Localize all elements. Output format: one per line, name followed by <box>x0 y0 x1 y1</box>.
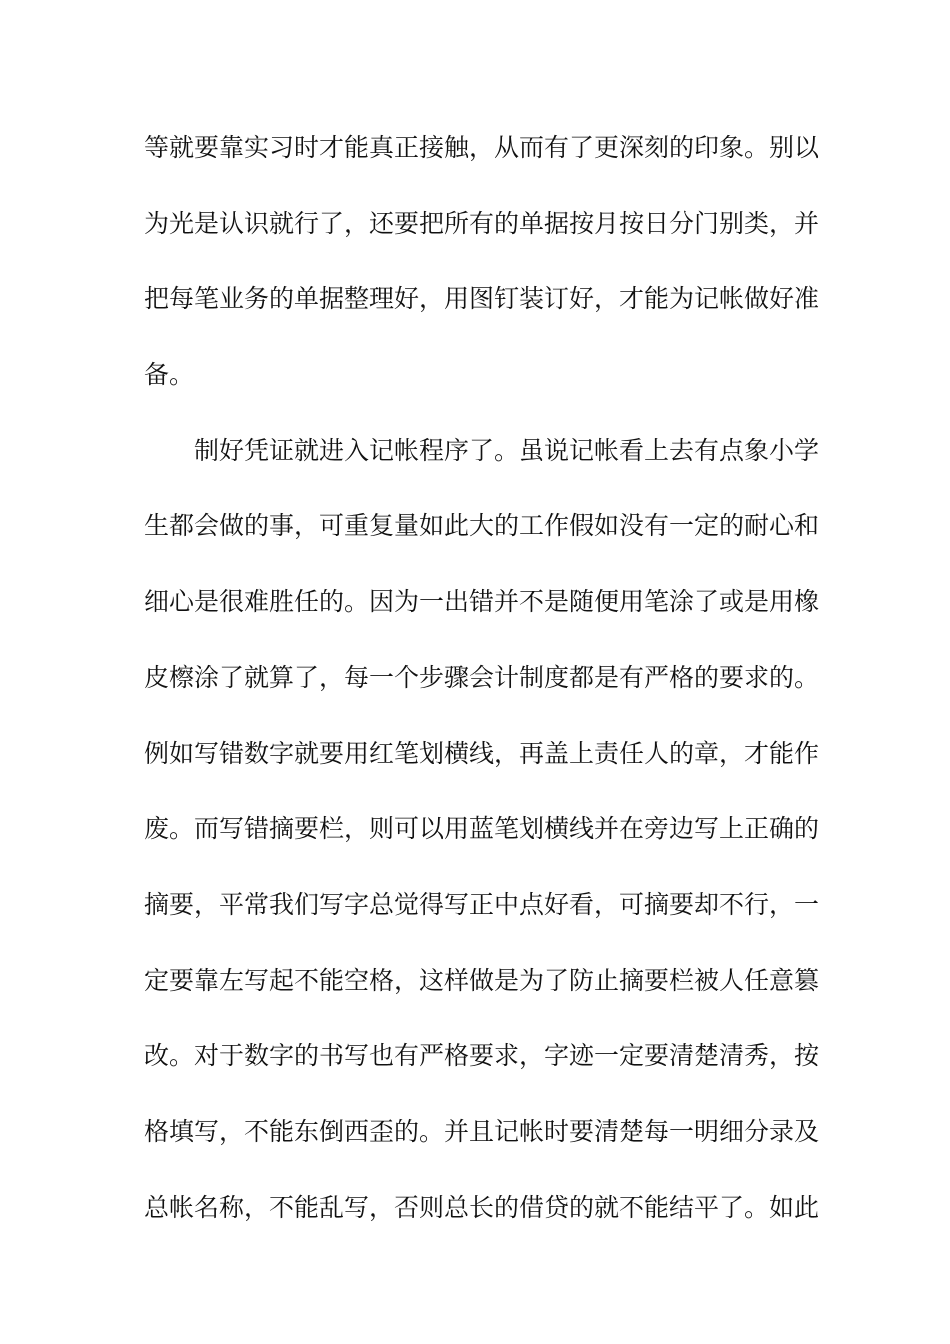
text-line: 为光是认识就行了，还要把所有的单据按月按日分门别类，并 <box>144 208 820 238</box>
text-line: 等就要靠实习时才能真正接触，从而有了更深刻的印象。别以 <box>144 133 820 162</box>
text-line: 改。对于数字的书写也有严格要求，字迹一定要清楚清秀，按 <box>144 1041 820 1071</box>
text-line: 总帐名称，不能乱写，否则总长的借贷的就不能结平了。如此 <box>144 1192 820 1222</box>
text-line: 格填写，不能东倒西歪的。并且记帐时要清楚每一明细分录及 <box>144 1116 820 1146</box>
text-line: 备。 <box>144 360 195 390</box>
text-line: 例如写错数字就要用红笔划横线，再盖上责任人的章，才能作 <box>144 738 820 768</box>
text-line: 把每笔业务的单据整理好，用图钉装订好，才能为记帐做好准 <box>144 284 820 314</box>
text-line: 定要靠左写起不能空格，这样做是为了防止摘要栏被人任意篡 <box>144 965 820 995</box>
text-line: 生都会做的事，可重复量如此大的工作假如没有一定的耐心和 <box>144 511 820 541</box>
text-line: 皮檫涂了就算了，每一个步骤会计制度都是有严格的要求的。 <box>144 662 820 692</box>
text-line: 摘要，平常我们写字总觉得写正中点好看，可摘要却不行，一 <box>144 889 820 919</box>
paragraph-first-line: 制好凭证就进入记帐程序了。虽说记帐看上去有点象小学 <box>194 435 820 465</box>
text-line: 细心是很难胜任的。因为一出错并不是随便用笔涂了或是用橡 <box>144 587 820 617</box>
body-text <box>144 133 820 1268</box>
text-line: 废。而写错摘要栏，则可以用蓝笔划横线并在旁边写上正确的 <box>144 814 820 844</box>
